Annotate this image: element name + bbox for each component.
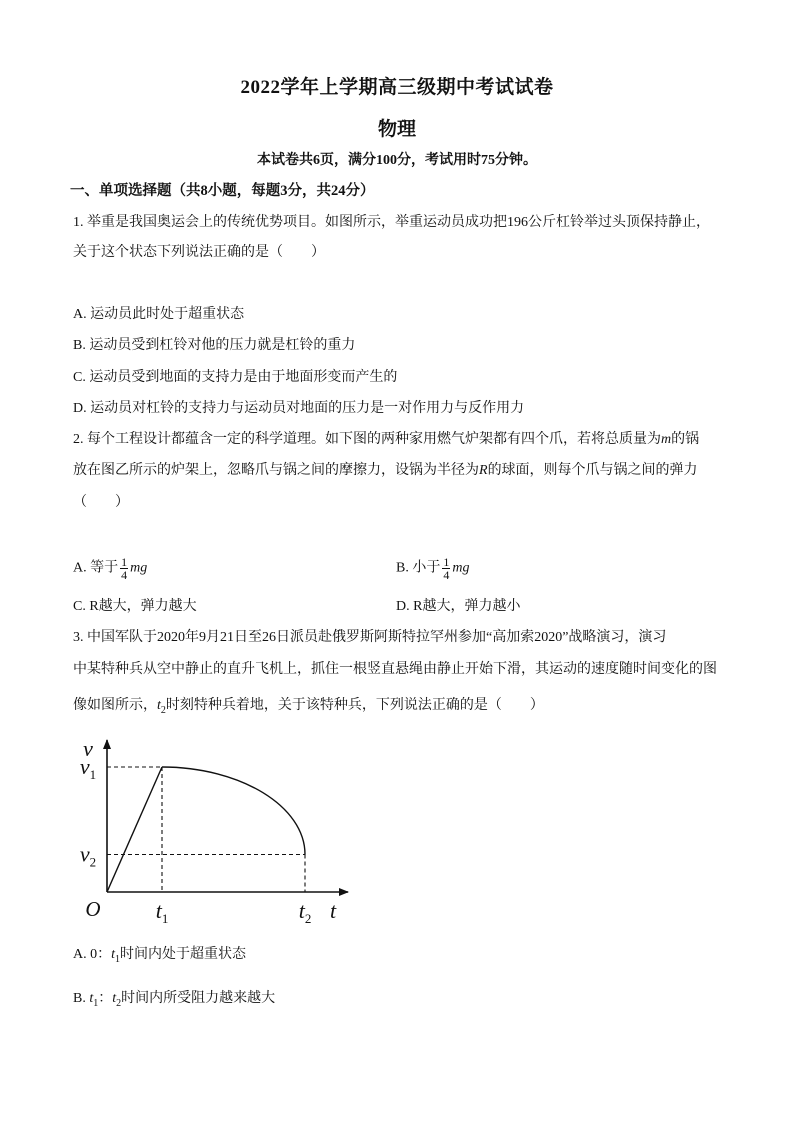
- q3-option-b-var1: t: [89, 991, 94, 1006]
- q2-stem-line2-a: 放在图乙所示的炉架上，忽略爪与锅之间的摩擦力，设锅为半径为: [73, 463, 479, 478]
- y-tick-label-1: $v_1$: [79, 754, 97, 782]
- q3-option-b-label: B.: [73, 991, 86, 1006]
- q2-stem-line1: [73, 430, 699, 450]
- q2-option-a-fraction: [120, 556, 128, 581]
- subject-title: 物理: [377, 119, 416, 140]
- q3-stem-line3: [73, 696, 544, 721]
- q3-stem-line1: 3. 中国军队于2020年9月21日至26日派员赴俄罗斯阿斯特拉罕州参加“高加索2020”战略演习，演习: [73, 630, 667, 645]
- q3-option-b-sub2: 2: [116, 997, 122, 1009]
- q2-option-a: [73, 556, 147, 581]
- q3-var-t-sub: 2: [160, 704, 166, 716]
- q2-option-c: [73, 597, 197, 617]
- q2-option-a-label: A. 等于: [73, 560, 119, 576]
- q3-option-b-var2: t: [112, 991, 117, 1006]
- q3-option-b-sep: ：: [98, 991, 113, 1006]
- fraction-denominator: 4: [121, 568, 128, 582]
- fraction-numerator: 1: [121, 555, 128, 569]
- x-tick-label-1: $t_1$: [155, 898, 169, 926]
- q2-option-b: [396, 556, 469, 581]
- y-axis-label: v: [83, 736, 93, 761]
- q3-option-b: [73, 989, 275, 1014]
- series-line-linear-accel: [107, 767, 162, 892]
- q2-option-d-text: 越大，弹力越小: [422, 599, 521, 614]
- q3-stem-line3-a: 像如图所示，: [73, 698, 157, 713]
- fraction-denominator: 4: [443, 568, 450, 582]
- section-heading: 一、单项选择题（共8小题，每题3分，共24分）: [70, 183, 375, 199]
- q2-stem-line2-b: 的球面，则每个爪与锅之间的弹力: [487, 463, 698, 478]
- q3-option-b-text: 时间内所受阻力越来越大: [121, 991, 276, 1006]
- q1-stem-line1: 1. 举重是我国奥运会上的传统优势项目。如图所示，举重运动员成功把196公斤杠铃举过头顶保持静止，: [73, 215, 710, 230]
- q3-option-a-label: A. 0：: [73, 947, 112, 962]
- y-tick-label-2: $v_2$: [79, 841, 97, 870]
- q1-option-a: A. 运动员此时处于超重状态: [73, 307, 245, 322]
- q2-option-a-mg: mg: [130, 560, 148, 576]
- fraction-numerator: 1: [443, 555, 450, 569]
- q2-var-m: m: [661, 432, 672, 447]
- series-curve-decel-curve: [162, 767, 305, 855]
- q2-option-b-fraction: [442, 556, 450, 581]
- q2-stem-line2: [73, 461, 698, 481]
- velocity-time-chart: [70, 730, 360, 930]
- origin-label: O: [85, 897, 101, 921]
- q1-option-d: D. 运动员对杠铃的支持力与运动员对地面的压力是一对作用力与反作用力: [73, 401, 525, 416]
- q2-option-d: [396, 597, 520, 617]
- q1-option-b: B. 运动员受到杠铃对他的压力就是杠铃的重力: [73, 338, 356, 353]
- x-tick-label-2: $t_2$: [298, 898, 312, 926]
- q3-option-a: [73, 945, 246, 970]
- q2-stem-line1-b: 的锅: [671, 432, 700, 447]
- q2-stem-line3: （ ）: [73, 495, 129, 510]
- q3-option-a-var: t: [111, 947, 116, 962]
- q1-option-c: C. 运动员受到地面的支持力是由于地面形变而产生的: [73, 370, 398, 385]
- q3-var-t: t: [157, 698, 161, 713]
- q2-option-b-label: B. 小于: [396, 560, 441, 576]
- x-axis-label: t: [329, 898, 337, 923]
- q2-var-r: R: [479, 463, 488, 478]
- q1-stem-line2: 关于这个状态下列说法正确的是（ ）: [73, 245, 325, 260]
- q3-option-b-sub1: 1: [93, 997, 99, 1009]
- q2-option-b-mg: mg: [452, 560, 470, 576]
- q2-stem-line1-a: 2. 每个工程设计都蕴含一定的科学道理。如下图的两种家用燃气炉架都有四个爪，若将总质量为: [73, 432, 661, 447]
- q3-stem-line3-b: 时刻特种兵着地，关于该特种兵，下列说法正确的是（ ）: [165, 698, 544, 713]
- q3-option-a-sub: 1: [115, 953, 121, 965]
- exam-title: 2022学年上学期高三级期中考试试卷: [240, 77, 554, 98]
- q3-option-a-text: 时间内处于超重状态: [120, 947, 247, 962]
- q3-stem-line2: 中某特种兵从空中静止的直升飞机上，抓住一根竖直悬绳由静止开始下滑，其运动的速度随时间变化的图: [73, 662, 717, 677]
- q2-option-c-text: 越大，弹力越大: [98, 599, 197, 614]
- q2-option-c-label: C. R: [73, 599, 99, 614]
- q2-option-d-label: D. R: [396, 599, 423, 614]
- exam-info: 本试卷共6页，满分100分，考试用时75分钟。: [257, 153, 537, 168]
